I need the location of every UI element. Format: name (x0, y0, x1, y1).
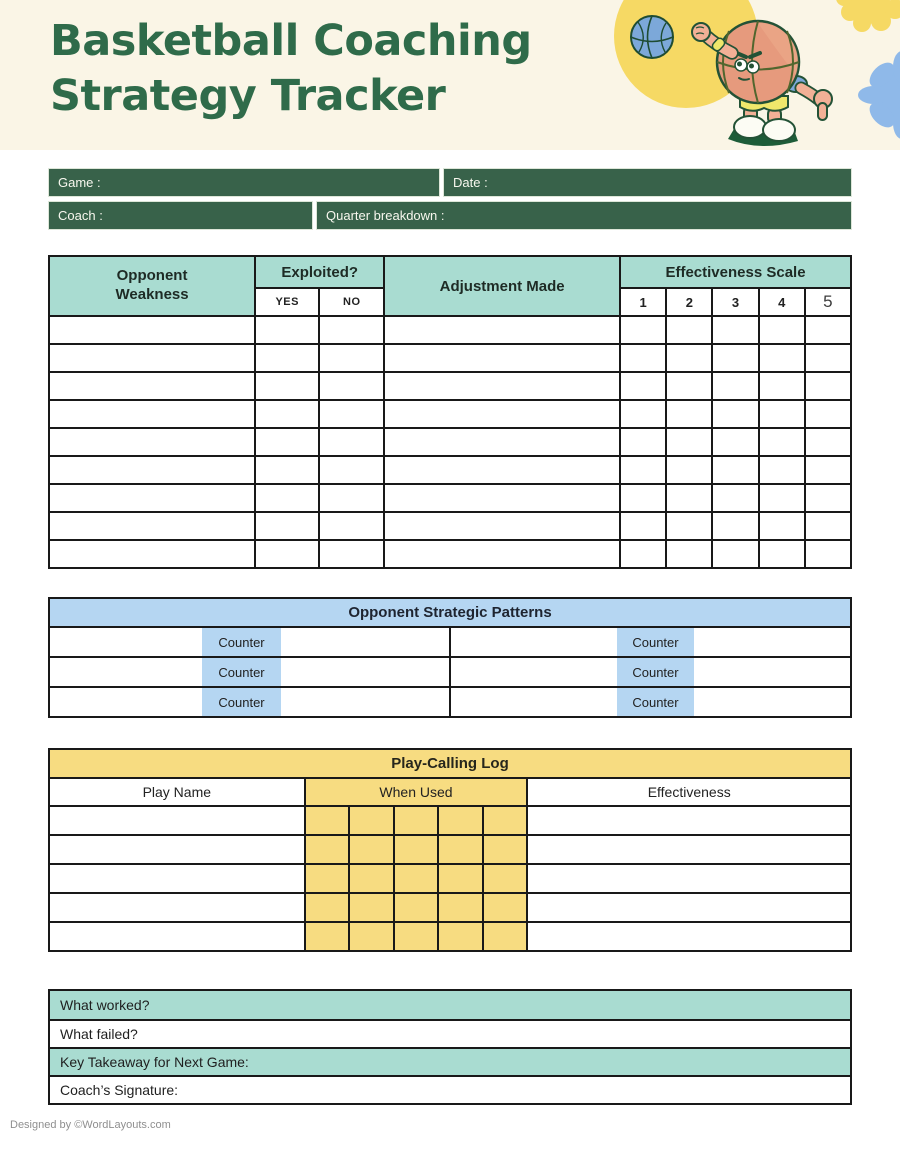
scale-1-cell[interactable] (620, 484, 666, 512)
yes-cell[interactable] (255, 512, 319, 540)
key-takeaway-label: Key Takeaway for Next Game: (60, 1054, 249, 1070)
scale-5-cell[interactable] (805, 540, 851, 568)
adjustment-cell[interactable] (384, 316, 620, 344)
scale-4-cell[interactable] (759, 344, 805, 372)
summary-section (48, 989, 852, 1105)
yes-cell[interactable] (255, 372, 319, 400)
designer-credit: Designed by ©WordLayouts.com (10, 1119, 171, 1131)
when-used-slot[interactable] (482, 865, 527, 892)
weakness-cell[interactable] (49, 540, 255, 568)
when-used-slot[interactable] (306, 807, 349, 834)
adjustment-cell[interactable] (384, 400, 620, 428)
when-used-slot[interactable] (306, 923, 349, 950)
patterns-row (50, 626, 850, 656)
when-used-slot[interactable] (437, 836, 482, 863)
adjustment-cell[interactable] (384, 372, 620, 400)
weakness-cell[interactable] (49, 428, 255, 456)
when-used-slot[interactable] (393, 923, 438, 950)
effectiveness-scale-header: Effectiveness Scale (620, 256, 851, 288)
coach-label: Coach : (58, 208, 103, 223)
adjustment-made-header: Adjustment Made (384, 256, 620, 316)
yellow-splat-shape (836, 0, 900, 32)
weakness-row (49, 512, 851, 540)
effectiveness-header: Effectiveness (528, 779, 850, 805)
play-log-row (50, 834, 850, 863)
coach-signature-label: Coach’s Signature: (60, 1082, 179, 1098)
when-used-slot[interactable] (348, 865, 393, 892)
pattern-cell-right[interactable] (449, 658, 850, 686)
pattern-cell-right[interactable] (449, 628, 850, 656)
weakness-cell[interactable] (49, 484, 255, 512)
scale-1-cell[interactable] (620, 512, 666, 540)
when-used-slot[interactable] (393, 836, 438, 863)
when-used-cell (304, 923, 529, 950)
basketball-mascot-illustration (600, 0, 900, 150)
weakness-row (49, 400, 851, 428)
scale-3-cell[interactable] (712, 316, 758, 344)
weakness-cell[interactable] (49, 400, 255, 428)
when-used-slot[interactable] (348, 923, 393, 950)
scale-1-cell[interactable] (620, 456, 666, 484)
scale-2-cell[interactable] (666, 484, 712, 512)
scale-5-cell[interactable] (805, 484, 851, 512)
scale-4-cell[interactable] (759, 540, 805, 568)
yes-cell[interactable] (255, 344, 319, 372)
scale-1-header: 1 (620, 288, 666, 316)
weakness-row (49, 372, 851, 400)
adjustment-cell[interactable] (384, 512, 620, 540)
no-header: NO (319, 288, 384, 316)
scale-5-cell[interactable] (805, 428, 851, 456)
play-log-row (50, 921, 850, 950)
yes-cell[interactable] (255, 540, 319, 568)
weakness-row (49, 540, 851, 568)
when-used-slot[interactable] (393, 865, 438, 892)
scale-1-cell[interactable] (620, 400, 666, 428)
quarter-breakdown-field[interactable] (316, 201, 852, 230)
scale-1-cell[interactable] (620, 428, 666, 456)
effectiveness-cell[interactable] (528, 807, 850, 834)
weakness-cell[interactable] (49, 372, 255, 400)
strategic-patterns-title: Opponent Strategic Patterns (50, 599, 850, 626)
scale-1-cell[interactable] (620, 372, 666, 400)
game-field[interactable] (48, 168, 440, 197)
when-used-slot[interactable] (482, 807, 527, 834)
scale-2-cell[interactable] (666, 400, 712, 428)
strategic-patterns-section (48, 597, 852, 718)
opponent-weakness-table (48, 255, 852, 569)
scale-2-cell[interactable] (666, 428, 712, 456)
scale-4-cell[interactable] (759, 400, 805, 428)
counter-label: Counter (617, 658, 695, 686)
scale-2-cell[interactable] (666, 372, 712, 400)
what-failed-row[interactable] (50, 1019, 850, 1047)
weakness-row (49, 428, 851, 456)
scale-3-cell[interactable] (712, 372, 758, 400)
when-used-slot[interactable] (482, 836, 527, 863)
weakness-rows (49, 316, 851, 568)
game-label: Game : (58, 175, 101, 190)
scale-4-cell[interactable] (759, 316, 805, 344)
effectiveness-cell[interactable] (528, 836, 850, 863)
pattern-cell-left[interactable] (50, 688, 449, 716)
play-log-column-headers (50, 777, 850, 805)
scale-3-cell[interactable] (712, 344, 758, 372)
counter-label: Counter (202, 658, 282, 686)
scale-5-cell[interactable] (805, 316, 851, 344)
when-used-slot[interactable] (482, 923, 527, 950)
play-name-cell[interactable] (50, 865, 304, 892)
scale-3-cell[interactable] (712, 400, 758, 428)
yes-cell[interactable] (255, 456, 319, 484)
when-used-cell (304, 836, 529, 863)
what-worked-label: What worked? (60, 997, 150, 1013)
effectiveness-cell[interactable] (528, 894, 850, 921)
page-header (0, 0, 900, 150)
patterns-row (50, 686, 850, 716)
scale-4-cell[interactable] (759, 484, 805, 512)
counter-label: Counter (617, 628, 695, 656)
scale-4-header: 4 (759, 288, 805, 316)
weakness-cell[interactable] (49, 512, 255, 540)
weakness-cell[interactable] (49, 316, 255, 344)
play-name-cell[interactable] (50, 923, 304, 950)
scale-5-cell[interactable] (805, 512, 851, 540)
scale-5-header: 5 (805, 288, 851, 316)
scale-2-cell[interactable] (666, 540, 712, 568)
no-cell[interactable] (319, 540, 384, 568)
scale-2-cell[interactable] (666, 316, 712, 344)
when-used-slot[interactable] (437, 865, 482, 892)
scale-4-cell[interactable] (759, 512, 805, 540)
adjustment-cell[interactable] (384, 456, 620, 484)
when-used-cell (304, 865, 529, 892)
play-name-cell[interactable] (50, 807, 304, 834)
scale-5-cell[interactable] (805, 400, 851, 428)
scale-2-header: 2 (666, 288, 712, 316)
what-failed-label: What failed? (60, 1026, 138, 1042)
adjustment-cell[interactable] (384, 484, 620, 512)
scale-4-cell[interactable] (759, 456, 805, 484)
when-used-slot[interactable] (306, 836, 349, 863)
adjustment-cell[interactable] (384, 428, 620, 456)
date-field[interactable] (443, 168, 852, 197)
scale-5-cell[interactable] (805, 456, 851, 484)
blue-basketball-icon (631, 16, 673, 58)
pattern-cell-right[interactable] (449, 688, 850, 716)
patterns-rows (50, 626, 850, 716)
weakness-row (49, 484, 851, 512)
pattern-cell-left[interactable] (50, 658, 449, 686)
scale-5-cell[interactable] (805, 372, 851, 400)
when-used-slot[interactable] (348, 894, 393, 921)
scale-2-cell[interactable] (666, 456, 712, 484)
play-log-row (50, 892, 850, 921)
scale-1-cell[interactable] (620, 540, 666, 568)
scale-3-cell[interactable] (712, 456, 758, 484)
play-name-cell[interactable] (50, 836, 304, 863)
when-used-slot[interactable] (306, 894, 349, 921)
scale-1-cell[interactable] (620, 344, 666, 372)
yes-header: YES (255, 288, 319, 316)
counter-label: Counter (202, 688, 282, 716)
counter-label: Counter (617, 688, 695, 716)
scale-3-cell[interactable] (712, 484, 758, 512)
yes-cell[interactable] (255, 400, 319, 428)
scale-3-cell[interactable] (712, 512, 758, 540)
play-name-header: Play Name (50, 779, 304, 805)
play-log-row (50, 863, 850, 892)
counter-label: Counter (202, 628, 282, 656)
scale-3-cell[interactable] (712, 428, 758, 456)
game-info-section (48, 168, 852, 230)
coach-field[interactable] (48, 201, 313, 230)
what-worked-row[interactable] (50, 991, 850, 1019)
adjustment-cell[interactable] (384, 540, 620, 568)
key-takeaway-row[interactable] (50, 1047, 850, 1075)
when-used-slot[interactable] (393, 807, 438, 834)
play-name-cell[interactable] (50, 894, 304, 921)
no-cell[interactable] (319, 372, 384, 400)
no-cell[interactable] (319, 344, 384, 372)
scale-2-cell[interactable] (666, 512, 712, 540)
weakness-row (49, 456, 851, 484)
yes-cell[interactable] (255, 316, 319, 344)
patterns-row (50, 656, 850, 686)
yes-cell[interactable] (255, 428, 319, 456)
weakness-row (49, 344, 851, 372)
scale-5-cell[interactable] (805, 344, 851, 372)
play-log-rows (50, 805, 850, 950)
scale-2-cell[interactable] (666, 344, 712, 372)
scale-3-header: 3 (712, 288, 758, 316)
no-cell[interactable] (319, 400, 384, 428)
when-used-slot[interactable] (348, 836, 393, 863)
yes-cell[interactable] (255, 484, 319, 512)
pattern-cell-left[interactable] (50, 628, 449, 656)
effectiveness-cell[interactable] (528, 923, 850, 950)
no-cell[interactable] (319, 428, 384, 456)
no-cell[interactable] (319, 512, 384, 540)
when-used-slot[interactable] (306, 865, 349, 892)
play-calling-log-title: Play-Calling Log (50, 750, 850, 777)
when-used-slot[interactable] (437, 923, 482, 950)
adjustment-cell[interactable] (384, 344, 620, 372)
no-cell[interactable] (319, 456, 384, 484)
weakness-row (49, 316, 851, 344)
scale-1-cell[interactable] (620, 316, 666, 344)
weakness-cell[interactable] (49, 344, 255, 372)
scale-3-cell[interactable] (712, 540, 758, 568)
when-used-slot[interactable] (437, 807, 482, 834)
when-used-slot[interactable] (348, 807, 393, 834)
play-calling-log-section (48, 748, 852, 952)
no-cell[interactable] (319, 484, 384, 512)
quarter-breakdown-label: Quarter breakdown : (326, 208, 445, 223)
scale-4-cell[interactable] (759, 428, 805, 456)
when-used-slot[interactable] (482, 894, 527, 921)
when-used-cell (304, 807, 529, 834)
when-used-slot[interactable] (393, 894, 438, 921)
play-log-row (50, 805, 850, 834)
page-title: Basketball Coaching Strategy Tracker (50, 16, 532, 121)
scale-4-cell[interactable] (759, 372, 805, 400)
coach-signature-row[interactable] (50, 1075, 850, 1103)
effectiveness-cell[interactable] (528, 865, 850, 892)
when-used-header: When Used (304, 779, 529, 805)
opponent-weakness-header: Opponent Weakness (49, 256, 255, 316)
when-used-cell (304, 894, 529, 921)
blue-splat-shape (858, 51, 900, 139)
date-label: Date : (453, 175, 488, 190)
exploited-header: Exploited? (255, 256, 384, 288)
when-used-slot[interactable] (437, 894, 482, 921)
weakness-cell[interactable] (49, 456, 255, 484)
no-cell[interactable] (319, 316, 384, 344)
